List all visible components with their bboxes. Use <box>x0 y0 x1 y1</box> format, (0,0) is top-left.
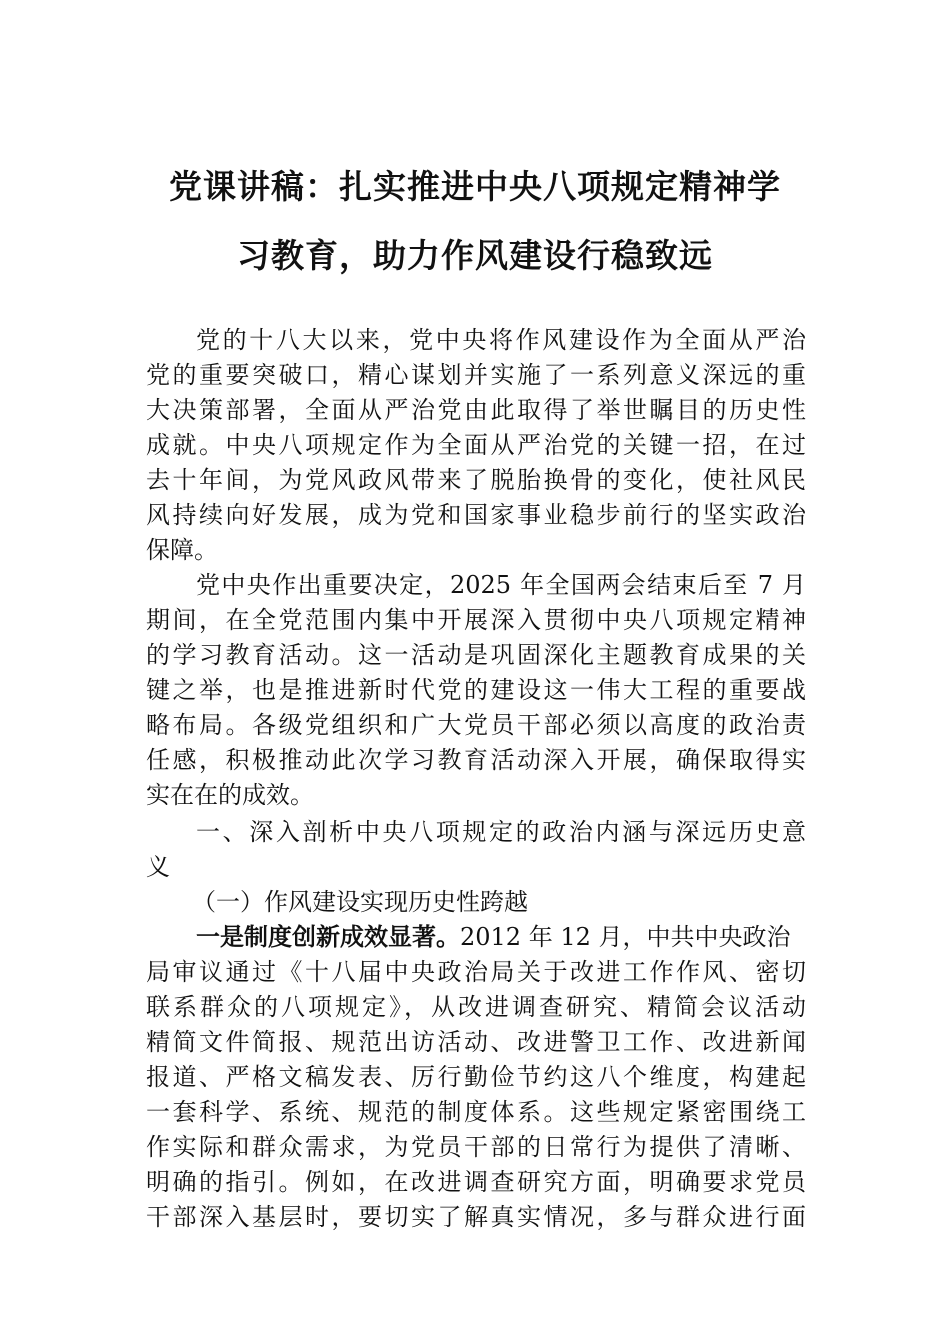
paragraph-3-line: 联系群众的八项规定》，从改进调查研究、精简会议活动 <box>146 993 806 1021</box>
document-title-line-1: 党课讲稿：扎实推进中央八项规定精神学 <box>169 167 781 206</box>
paragraph-3-line: 明确的指引。例如，在改进调查研究方面，明确要求党员 <box>146 1168 806 1196</box>
paragraph-3-lead: 一是制度创新成效显著。 <box>196 923 460 951</box>
paragraph-1-line: 党的重要突破口，精心谋划并实施了一系列意义深远的重 <box>146 361 806 389</box>
paragraph-3-line: 精简文件简报、规范出访活动、改进警卫工作、改进新闻 <box>146 1028 806 1056</box>
paragraph-1-line: 成就。中央八项规定作为全面从严治党的关键一招，在过 <box>146 431 806 459</box>
paragraph-2-line: 键之举，也是推进新时代党的建设这一伟大工程的重要战 <box>146 676 806 704</box>
paragraph-3-first-line <box>146 920 806 954</box>
paragraph-1-line: 去十年间，为党风政风带来了脱胎换骨的变化，使社风民 <box>146 466 806 494</box>
paragraph-1-line: 党的十八大以来，党中央将作风建设作为全面从严治 <box>196 326 806 354</box>
paragraph-3-line: 干部深入基层时，要切实了解真实情况，多与群众进行面 <box>146 1203 806 1231</box>
paragraph-3-line: 一套科学、系统、规范的制度体系。这些规定紧密围绕工 <box>146 1098 806 1126</box>
paragraph-1-line: 大决策部署，全面从严治党由此取得了举世瞩目的历史性 <box>146 396 806 424</box>
subsection-heading: （一）作风建设实现历史性跨越 <box>192 888 528 916</box>
section-heading-line: 义 <box>146 853 170 881</box>
paragraph-3-line: 局审议通过《十八届中央政治局关于改进工作作风、密切 <box>146 958 806 986</box>
paragraph-2-line: 党中央作出重要决定，2025 年全国两会结束后至 7 月 <box>196 571 806 599</box>
document-title-line-2: 习教育，助力作风建设行稳致远 <box>237 236 713 275</box>
paragraph-2-line: 实在在的成效。 <box>146 781 314 809</box>
section-heading-line: 一、深入剖析中央八项规定的政治内涵与深远历史意 <box>196 818 806 846</box>
paragraph-1-line: 保障。 <box>146 536 218 564</box>
paragraph-2-line: 的学习教育活动。这一活动是巩固深化主题教育成果的关 <box>146 641 806 669</box>
paragraph-2-line: 略布局。各级党组织和广大党员干部必须以高度的政治责 <box>146 711 806 739</box>
paragraph-1-line: 风持续向好发展，成为党和国家事业稳步前行的坚实政治 <box>146 501 806 529</box>
paragraph-3-line: 作实际和群众需求，为党员干部的日常行为提供了清晰、 <box>146 1133 806 1161</box>
paragraph-3-line: 报道、严格文稿发表、厉行勤俭节约这八个维度，构建起 <box>146 1063 806 1091</box>
paragraph-2-line: 任感，积极推动此次学习教育活动深入开展，确保取得实 <box>146 746 806 774</box>
paragraph-3-first-rest: 2012 年 12 月，中共中央政治 <box>460 923 791 951</box>
paragraph-2-line: 期间，在全党范围内集中开展深入贯彻中央八项规定精神 <box>146 606 806 634</box>
